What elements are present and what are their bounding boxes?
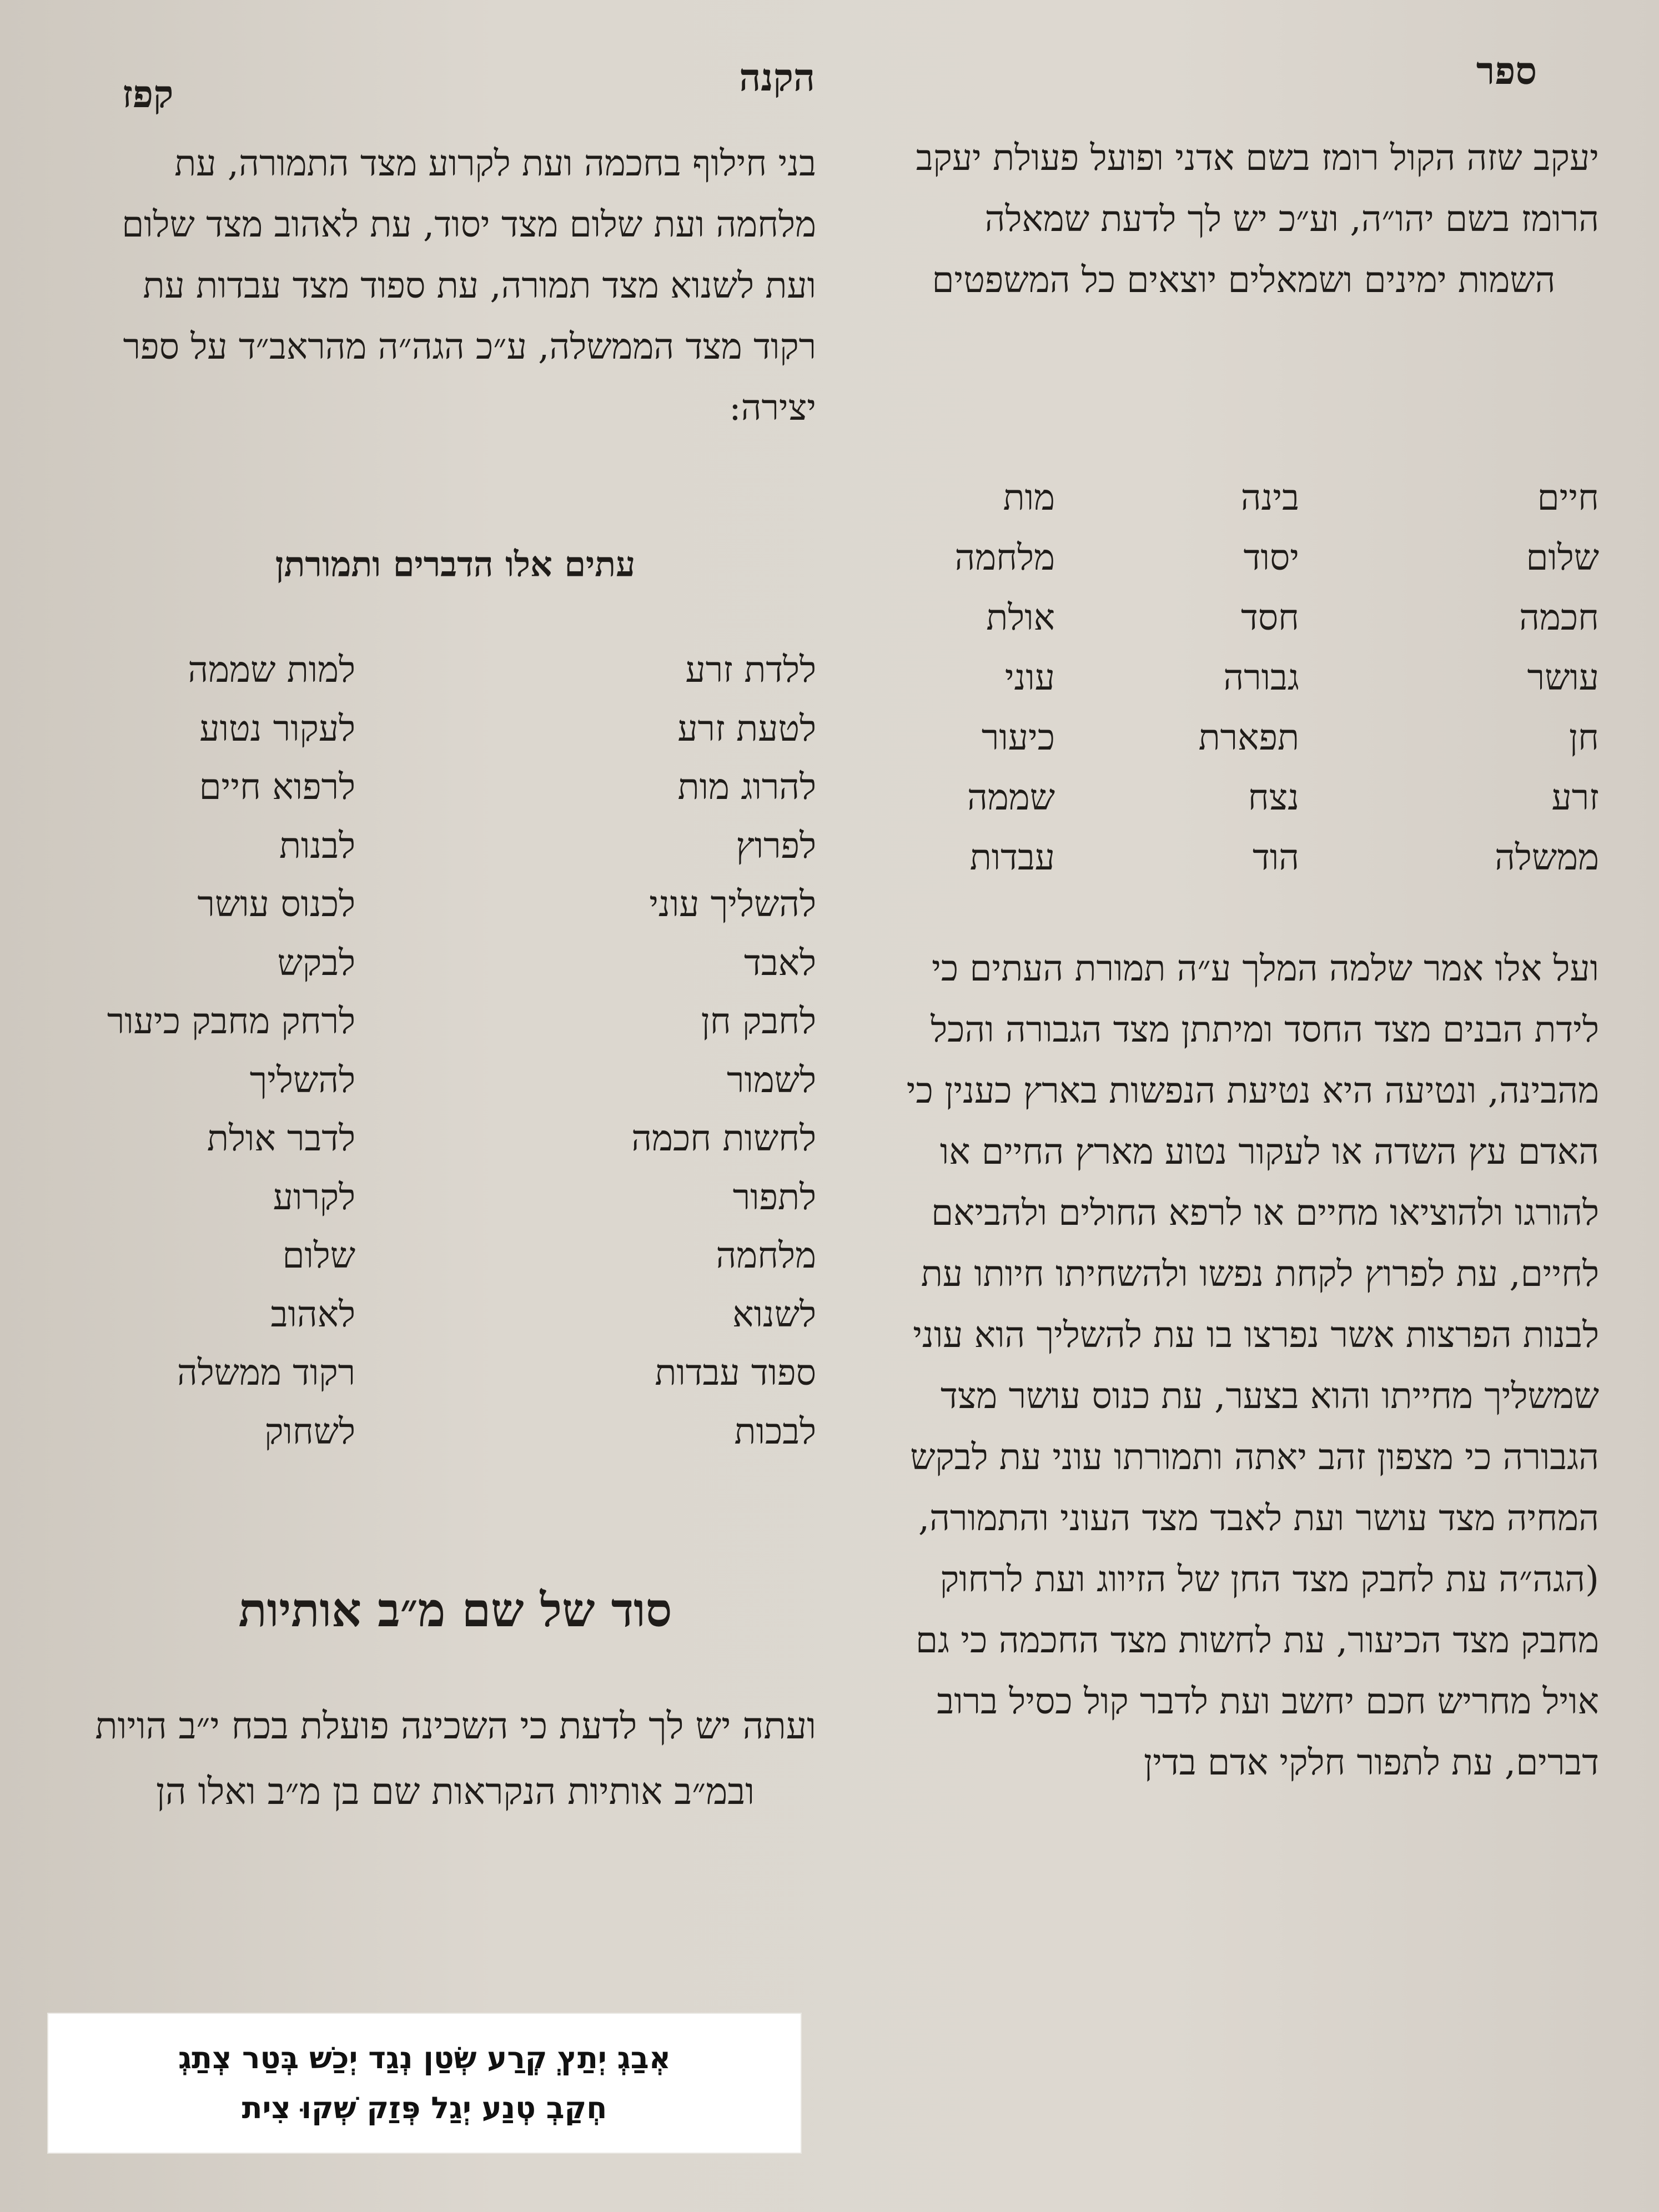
sefirot-middle-cell: תפארת — [1198, 717, 1299, 758]
sefirot-row — [888, 537, 1599, 597]
name-line-2: חְקַבְ טְנַע יְגַל פְּזַק שְׁקוּ צִית — [242, 2090, 607, 2125]
times-right-cell: לאבד — [744, 942, 816, 984]
times-left-cell: לרחק מחבק כיעור — [107, 1001, 355, 1042]
times-left-cell: לאהוב — [270, 1294, 355, 1335]
sefirot-right-cell: חן — [1568, 717, 1599, 758]
right-main-block — [888, 938, 1599, 1793]
times-right-cell: לבכות — [734, 1411, 816, 1452]
times-row — [94, 1353, 816, 1411]
sefirot-table — [888, 477, 1599, 897]
right-intro-paragraph: יעקב שזה הקול רומז בשם אדני ופועל פעולת יעקב הרומז בשם יהו״ה, וע״כ יש לך לדעת שמאלה השמות ימינים ושמאלים יוצאים כל המשפטים — [916, 138, 1599, 301]
sefirot-left-cell: מות — [1003, 477, 1055, 519]
secret-block — [94, 1693, 816, 1824]
times-row — [94, 1294, 816, 1353]
times-row — [94, 826, 816, 884]
sefirot-right-cell: זרע — [1551, 777, 1599, 818]
times-right-cell: לתפור — [732, 1177, 816, 1218]
times-table — [94, 650, 816, 1470]
times-row — [94, 884, 816, 943]
times-left-cell: למות שממה — [188, 650, 355, 691]
sefirot-right-cell: ממשלה — [1495, 837, 1599, 878]
times-left-cell: להשליך — [249, 1059, 355, 1101]
times-left-cell: שלום — [282, 1235, 355, 1276]
sefirot-row — [888, 477, 1599, 537]
times-row — [94, 1235, 816, 1294]
times-right-cell: ספוד עבדות — [655, 1353, 816, 1394]
secret-section-title: סוד של שם מ״ב אותיות — [238, 1582, 672, 1637]
right-main-paragraph: ועל אלו אמר שלמה המלך ע״ה תמורת העתים כי לידת הבנים מצד החסד ומיתתן מצד הגבורה והכל מהבינה, ונטיעה היא נטיעת הנפשות בארץ כענין כי האדם עץ השדה או לעקור נטוע מארץ החיים או להורגו ולהוציאו מחיים או לרפא החולים ולהביאם לחיים, עת לפרוץ לקחת נפשו ולהשחיתו חיותו עת לבנות הפרצות אשר נפרצו בו עת להשליך הוא עוני שמשליך מחייתו והוא בצער, עת כנוס עושר מצד הגבורה כי מצפון זהב יאתה ותמורתו עוני עת לבקש המחיה מצד עושר ועת לאבד מצד העוני והתמורה, (הגה״ה עת לחבק מצד החן של הזיווג ועת לרחוק מחבק מצד הכיעור, עת לחשות מצד החכמה כי גם אויל מחריש חכם יחשב ועת לדבר קול כסיל ברוב דברים, עת לתפור חלקי אדם בדין — [906, 948, 1599, 1783]
times-right-cell: מלחמה — [716, 1235, 816, 1276]
sefirot-middle-cell: נצח — [1248, 777, 1299, 818]
running-header-title: הקנה — [739, 56, 815, 100]
left-intro-block — [94, 133, 816, 439]
times-row — [94, 1118, 816, 1177]
sefirot-row — [888, 717, 1599, 777]
times-row — [94, 943, 816, 1002]
name-line-1: אְבַגְ יְתַץְ קְרַע שְׂטַן נְגַד יְכַשׁ בְּטַר צְתַגְ — [178, 2040, 671, 2075]
sefirot-right-cell: חיים — [1537, 477, 1599, 519]
sefirot-left-cell: אולת — [986, 597, 1055, 639]
sefirot-left-cell: מלחמה — [954, 537, 1055, 579]
sefirot-left-cell: עוני — [1004, 657, 1055, 698]
sefirot-row — [888, 837, 1599, 897]
sefirot-middle-cell: יסוד — [1243, 537, 1299, 579]
times-row — [94, 1001, 816, 1060]
sefirot-left-cell: עבדות — [969, 837, 1055, 878]
times-right-cell: לפרוץ — [736, 825, 816, 867]
times-right-cell: לחשות חכמה — [631, 1118, 816, 1159]
secret-paragraph: ועתה יש לך לדעת כי השכינה פועלת בכח י״ב הויות ובמ״ב אותיות הנקראות שם בן מ״ב ואלו הן — [95, 1705, 816, 1813]
times-left-cell: לעקור נטוע — [199, 708, 355, 750]
times-left-cell: לרפוא חיים — [199, 767, 355, 808]
sefirot-row — [888, 657, 1599, 717]
right-intro-block — [888, 128, 1599, 311]
sefirot-middle-cell: חסד — [1240, 597, 1299, 639]
times-right-cell: לשמור — [727, 1059, 816, 1101]
times-row — [94, 708, 816, 767]
sefirot-left-cell: שממה — [967, 777, 1055, 818]
sefirot-right-cell: חכמה — [1519, 597, 1599, 639]
times-section-title: עתים אלו הדברים ותמורתן — [275, 544, 636, 585]
times-row — [94, 1411, 816, 1470]
sefirot-right-cell: עושר — [1527, 657, 1599, 698]
times-right-cell: לטעת זרע — [677, 708, 816, 750]
times-left-cell: רקוד ממשלה — [177, 1353, 355, 1394]
sefirot-row — [888, 597, 1599, 657]
times-right-cell: ללדת זרע — [685, 650, 816, 691]
times-left-cell: לקרוע — [273, 1177, 355, 1218]
sefirot-middle-cell: בינה — [1240, 477, 1299, 519]
left-intro-paragraph: בני חילוף בחכמה ועת לקרוע מצד התמורה, עת מלחמה ועת שלום מצד יסוד, עת לאהוב מצד שלום ועת לשנוא מצד תמורה, עת ספוד מצד עבדות עת רקוד מצד הממשלה, ע״כ הגה״ה מהראב״ד על ספר יצירה: — [122, 143, 816, 429]
times-right-cell: להשליך עוני — [649, 884, 816, 925]
times-row — [94, 650, 816, 708]
sefirot-right-cell: שלום — [1526, 537, 1599, 579]
sefirot-middle-cell: גבורה — [1223, 657, 1299, 698]
running-header-book: ספר — [1476, 49, 1537, 93]
times-right-cell: לחבק חן — [701, 1001, 816, 1042]
times-right-cell: לשנוא — [732, 1294, 816, 1335]
times-row — [94, 1060, 816, 1119]
times-row — [94, 1177, 816, 1236]
sefirot-row — [888, 777, 1599, 837]
times-right-cell: להרוג מות — [677, 767, 816, 808]
name-42-letters-box — [47, 2013, 802, 2154]
times-left-cell: לבנות — [279, 825, 355, 867]
sefirot-left-cell: כיעור — [981, 717, 1055, 758]
times-left-cell: לשחוק — [264, 1411, 355, 1452]
sefirot-middle-cell: הוד — [1253, 837, 1299, 878]
page-number: קפז — [122, 72, 174, 117]
times-left-cell: לבקש — [277, 942, 355, 984]
times-row — [94, 767, 816, 826]
times-left-cell: לדבר אולת — [207, 1118, 355, 1159]
times-left-cell: לכנוס עושר — [197, 884, 355, 925]
